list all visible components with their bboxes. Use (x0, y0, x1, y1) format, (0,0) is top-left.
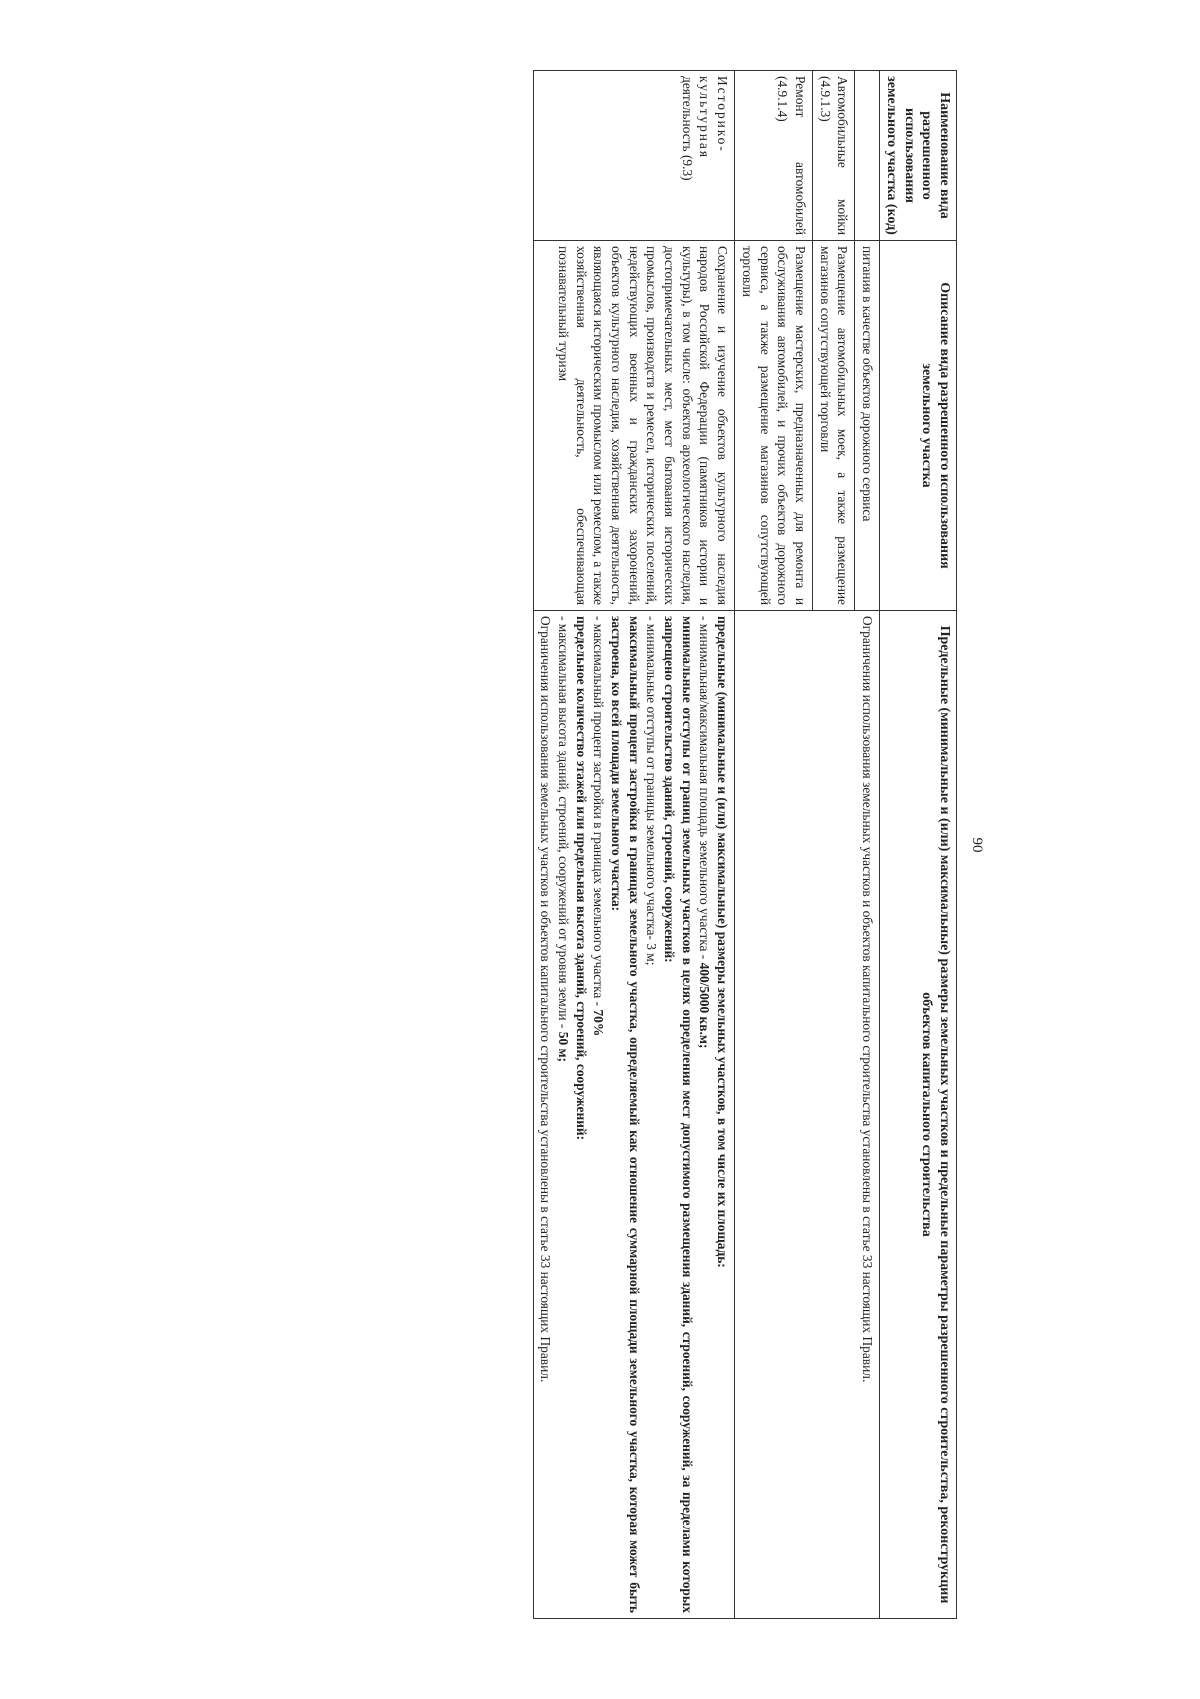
row-name-spaced: Историко-культурная (697, 76, 731, 160)
row-name: Ремонт автомобилей (4.9.1.4) (735, 71, 813, 241)
table-row (855, 71, 880, 1619)
row-parameters (533, 611, 735, 1619)
row-description: Размещение автомобильных моек, а также размещение магазинов сопутствующей торговли (812, 241, 854, 611)
params-coverage (590, 616, 608, 1613)
rotated-page (115, 40, 1015, 1650)
header-parameters: Предельные (минимальные и (или) максимальные) размеры земельных участков и предельные параметры разрешенного строительства, реконструкции объектов капитального строительства (880, 611, 957, 1619)
table-header-row (880, 71, 957, 1619)
table-row (533, 71, 735, 1619)
row-description: Размещение мастерских, предназначенных для ремонта и обслуживания автомобилей, и прочих объектов дорожного сервиса, а также размещение магазинов сопутствующей торговли (735, 241, 813, 611)
params-area (696, 616, 714, 1613)
row-description: Сохранение и изучение объектов культурного наследия народов Российской Федерации (памятников истории и культуры), в том числе: объектов археологического наследия, достопримечательных мест, мест бытования исторических промыслов, производств и ремесел, исторических поселений, недействующих военных и гражданских захоронений, объектов культурного наследия, хозяйственная деятельность, являющаяся историческим промыслом или ремеслом, а также хозяйственная деятельность, обеспечивающая познавательный туризм (533, 241, 735, 611)
row-name (855, 71, 880, 241)
params-coverage-heading: максимальный процент застройки в границах земельного участка, определяемый как отношение суммарной площади земельного участка, которая может быть застроена, ко всей площади земельного участка: (609, 616, 642, 1613)
params-setbacks-heading: минимальные отступы от границ земельных участков в целях определения мест допустимого размещения зданий, строений, сооружений, за пределами которых запрещено строительство зданий, строений, сооружений: (662, 616, 695, 1613)
params-coverage-value: 70% (591, 1009, 607, 1037)
row-name (533, 71, 735, 241)
row-parameters (735, 611, 880, 1619)
restrictions-text: Ограничения использования земельных участков и объектов капитального строительства установлены в статье 33 настоящих Правил. (860, 616, 875, 1383)
params-setbacks-value: - минимальные отступы от границы земельного участка- 3 м; (644, 616, 660, 966)
row-name-rest: деятельность (9.3) (679, 76, 695, 181)
header-use-type: Наименование вида разрешенного использования земельного участка (код) (880, 71, 957, 241)
params-coverage-label: - максимальный процент застройки в границах земельного участка - (591, 616, 607, 1010)
params-height-value: 50 м; (556, 1031, 571, 1063)
params-restrictions: Ограничения использования земельных участков и объектов капитального строительства установлены в статье 33 настоящих Правил. (538, 616, 554, 1383)
params-intro: предельные (минимальные и (или) максимальные) размеры земельных участков, в том числе их площадь: (715, 616, 731, 1268)
params-area-value: 400/5000 кв.м; (697, 962, 713, 1049)
land-use-table (533, 70, 957, 1619)
params-height-label: - максимальная высота зданий, строений, сооружений от уровня земли - (556, 616, 571, 1032)
row-name: Автомобильные мойки (4.9.1.3) (812, 71, 854, 241)
page-number: 90 (969, 837, 985, 853)
params-height-heading: предельное количество этажей или предельная высота зданий, строений, сооружений: (573, 616, 589, 1141)
params-height (554, 616, 572, 1613)
params-area-label: - минимальная/максимальная площадь земельного участка - (697, 616, 713, 963)
header-description: Описание вида разрешенного использования земельного участка (880, 241, 957, 611)
row-description: питания в качестве объектов дорожного сервиса (855, 241, 880, 611)
